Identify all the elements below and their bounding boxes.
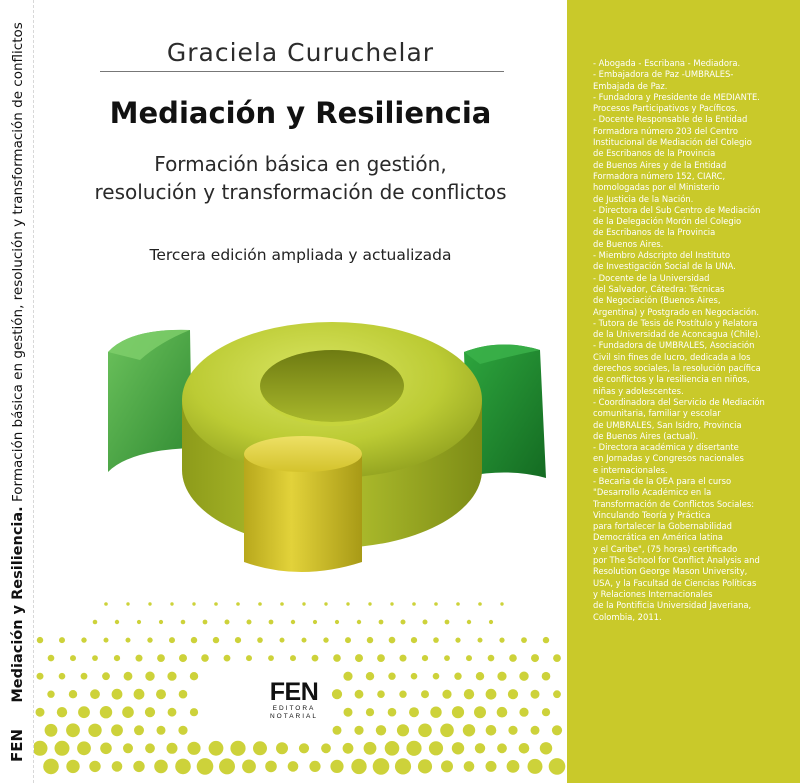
decor-dot	[34, 741, 48, 756]
decor-dot	[463, 724, 475, 736]
decor-dot	[478, 602, 482, 606]
decor-dot	[247, 620, 252, 625]
subtitle-line-1: Formación básica en gestión,	[154, 152, 447, 176]
decor-dot	[137, 620, 141, 624]
decor-dot	[343, 672, 352, 681]
decor-dot	[122, 706, 134, 718]
author-bio-list	[593, 58, 793, 623]
decor-dot	[258, 602, 262, 606]
bio-item: - Miembro Adscripto del Instituto de Investigación Social de la UNA.	[593, 250, 736, 272]
decor-dot	[70, 655, 76, 661]
decor-dot	[519, 708, 528, 717]
decor-dot	[531, 654, 539, 662]
decor-dot	[145, 672, 154, 681]
decor-dot	[464, 689, 474, 699]
decor-dot	[497, 707, 508, 718]
decor-dot	[373, 758, 390, 775]
decor-dot	[112, 761, 123, 772]
decor-dot	[366, 708, 374, 716]
logo-editora: EDITORA	[272, 705, 316, 712]
decor-dot	[246, 655, 252, 661]
decor-dot	[486, 761, 497, 772]
decor-dot	[236, 602, 240, 606]
decor-dot	[157, 654, 165, 662]
decor-dot	[433, 673, 440, 680]
decor-dot	[553, 690, 561, 698]
decor-dot	[430, 707, 441, 718]
decor-dot	[406, 741, 421, 756]
decor-dot	[55, 741, 70, 756]
decor-dot	[59, 673, 66, 680]
decor-dot	[148, 602, 151, 605]
decor-dot	[508, 726, 517, 735]
decor-dot	[66, 760, 79, 773]
decor-dot	[124, 672, 133, 681]
ring-blocks-illustration	[100, 300, 554, 600]
decor-dot	[178, 726, 187, 735]
decor-dot	[126, 602, 129, 605]
decor-dot	[145, 743, 155, 753]
decor-dot	[159, 620, 163, 624]
decor-dot	[433, 637, 439, 643]
decor-dot	[197, 758, 214, 775]
decor-dot	[93, 620, 98, 625]
decor-dot	[553, 654, 561, 662]
spine-publisher: FEN	[8, 728, 26, 762]
bio-item: - Abogada - Escribana - Mediadora.	[593, 58, 741, 68]
author-name: Graciela Curuchelar	[166, 38, 435, 67]
decor-dot	[89, 761, 100, 772]
decor-dot	[157, 726, 166, 735]
decor-dot	[145, 707, 155, 717]
decor-dot	[330, 760, 343, 773]
decor-dot	[346, 602, 349, 605]
decor-dot	[36, 708, 45, 717]
decor-dot	[357, 620, 361, 624]
decor-dot	[47, 691, 54, 698]
decor-dot	[401, 620, 406, 625]
decor-dot	[508, 689, 518, 699]
decor-dot	[90, 689, 100, 699]
decor-dot	[452, 742, 464, 754]
decor-dot	[147, 637, 152, 642]
decor-dot	[299, 743, 309, 753]
bio-item: - Directora del Sub Centro de Mediación de la Delegación Morón del Colegio de Escribanos de la Provincia de Buenos Aires.	[593, 204, 761, 249]
decor-dot	[377, 654, 385, 662]
decor-dot	[486, 689, 497, 700]
decor-dot	[476, 672, 484, 680]
decor-dot	[192, 602, 195, 605]
decor-dot	[225, 620, 230, 625]
decor-dot	[368, 602, 371, 605]
spine-subtitle: Formación básica en gestión, resolución y transformación de conflictos	[10, 22, 26, 502]
decor-dot	[409, 707, 419, 717]
decor-dot	[179, 654, 187, 662]
bio-item: - Coordinadora del Servicio de Mediación comunitaria, familiar y escolar de UMBRALES, San Isidro, Provincia de Buenos Aires (actual).	[593, 396, 765, 441]
decor-dot	[475, 743, 485, 753]
decor-dot	[507, 760, 520, 773]
decor-dot	[302, 638, 307, 643]
decor-dot	[268, 655, 274, 661]
decor-dot	[201, 654, 209, 662]
decor-dot	[528, 759, 543, 774]
decor-dot	[209, 741, 224, 756]
decor-dot	[542, 708, 550, 716]
decor-dot	[187, 742, 200, 755]
decor-dot	[181, 620, 186, 625]
decor-dot	[203, 620, 208, 625]
decor-dot	[440, 724, 454, 738]
decor-dot	[43, 759, 59, 775]
decor-dot	[179, 690, 188, 699]
subtitle-line-2: resolución y transformación de conflictos	[94, 180, 507, 204]
decor-dot	[455, 638, 460, 643]
front-cover	[34, 0, 567, 783]
left-block	[108, 330, 192, 472]
decor-dot	[123, 743, 133, 753]
decor-dot	[540, 742, 552, 754]
decor-dot	[345, 637, 351, 643]
decor-dot	[500, 602, 503, 605]
decor-dot	[418, 724, 432, 738]
decor-dot	[126, 638, 131, 643]
book-subtitle	[44, 150, 557, 206]
decor-dot	[100, 706, 112, 718]
decor-dot	[400, 655, 407, 662]
decor-dot	[257, 637, 263, 643]
book-spine	[0, 0, 35, 783]
decor-dot	[269, 620, 274, 625]
decor-dot	[134, 689, 145, 700]
decor-dot	[366, 672, 374, 680]
decor-dot	[421, 690, 429, 698]
decor-dot	[389, 637, 396, 644]
decor-dot	[379, 620, 384, 625]
book-title: Mediación y Resiliencia	[109, 96, 492, 130]
decor-dot	[104, 638, 109, 643]
decor-dot	[114, 655, 120, 661]
decor-dot	[78, 706, 90, 718]
decor-dot	[59, 637, 65, 643]
decor-dot	[377, 690, 385, 698]
decor-dot	[333, 654, 341, 662]
decor-dot	[497, 743, 507, 753]
decor-dot	[81, 637, 86, 642]
decor-dot	[37, 673, 44, 680]
decor-dot	[466, 655, 472, 661]
bio-item: - Docente de la Universidad del Salvador, Cátedra: Técnicas de Negociación (Buenos Aires, Argentina) y Postgrado en Negociación.	[593, 272, 759, 317]
decor-dot	[445, 620, 450, 625]
decor-dot	[429, 741, 443, 755]
decor-dot	[333, 726, 342, 735]
decor-dot	[454, 673, 461, 680]
decor-dot	[509, 654, 517, 662]
bio-item: - Directora académica y disertante en Jornadas y Congresos nacionales e internacionales.	[593, 442, 744, 475]
decor-dot	[154, 760, 168, 774]
decor-dot	[190, 708, 198, 716]
decor-dot	[355, 654, 363, 662]
decor-dot	[323, 637, 328, 642]
decor-dot	[168, 708, 177, 717]
decor-dot	[335, 620, 339, 624]
decor-dot	[190, 672, 198, 680]
back-flap	[567, 0, 800, 783]
decor-dot	[169, 637, 175, 643]
publisher-logo	[244, 680, 344, 721]
decor-dot	[230, 741, 245, 756]
decor-dot	[170, 602, 173, 605]
decor-dot	[253, 741, 267, 755]
decor-dot	[388, 673, 395, 680]
decor-dot	[519, 672, 528, 681]
decor-dot	[399, 691, 406, 698]
decor-dot	[412, 602, 416, 606]
decor-dot	[519, 743, 530, 754]
front-block	[244, 436, 362, 572]
decor-dot	[385, 741, 400, 756]
decor-dot	[521, 637, 527, 643]
decor-dot	[422, 655, 428, 661]
decor-dot	[134, 725, 144, 735]
decor-dot	[102, 672, 110, 680]
spine-text	[5, 22, 29, 762]
decor-dot	[543, 637, 549, 643]
decor-dot	[367, 637, 373, 643]
decor-dot	[115, 620, 119, 624]
decor-dot	[57, 707, 67, 717]
decor-dot	[88, 724, 101, 737]
logo-fen: FEN	[269, 678, 319, 706]
decor-dot	[552, 725, 562, 735]
decor-dot	[474, 706, 486, 718]
decor-dot	[549, 758, 566, 775]
decor-dot	[343, 743, 354, 754]
decor-dot	[104, 602, 108, 606]
bio-item: - Fundadora de UMBRALES, Asociación Civil sin fines de lucro, dedicada a los derechos sociales, la resolución pacífica de conflictos y la resiliencia en niños, niñas y adolescentes.	[593, 340, 761, 396]
decor-dot	[364, 742, 377, 755]
decor-dot	[191, 637, 197, 643]
decor-dot	[478, 638, 483, 643]
decor-dot	[290, 655, 296, 661]
decor-dot	[235, 637, 241, 643]
bio-item: - Becaria de la OEA para el curso "Desarrollo Académico en la Transformación de Conflictos Sociales: Vinculando Teoría y Práctica para fortalecer la Gobernabilidad Democrática en América latina y el Caribe", (75 horas) certificado por The School for Conflict Analysis and Resolution George Mason University, USA, y la Facultad de Ciencias Políticas y Relaciones Internacionales de la Pontificia Universidad Javeriana, Colombia, 2011.	[593, 475, 760, 622]
decor-dot	[423, 620, 428, 625]
decor-dot	[214, 602, 218, 606]
decor-dot	[213, 637, 219, 643]
decor-dot	[344, 708, 353, 717]
decor-dot	[531, 690, 540, 699]
decor-dot	[397, 724, 409, 736]
decor-dot	[441, 760, 453, 772]
decor-dot	[499, 638, 504, 643]
decor-dot	[175, 759, 191, 775]
decor-dot	[464, 761, 475, 772]
decor-dot	[48, 655, 55, 662]
decor-dot	[302, 602, 305, 605]
bio-item: - Tutora de Tesis de Postítulo y Relatora de la Universidad de Aconcagua (Chile).	[593, 317, 761, 340]
decor-dot	[45, 724, 58, 737]
decor-dot	[133, 761, 144, 772]
bio-item: - Embajadora de Paz -UMBRALES- Embajada de Paz.	[593, 69, 734, 91]
decor-dot	[324, 602, 327, 605]
decor-dot	[313, 620, 317, 624]
decor-dot	[411, 673, 418, 680]
decor-dot	[69, 690, 77, 698]
decor-dot	[66, 723, 80, 737]
decor-dot	[224, 655, 231, 662]
decor-dot	[376, 725, 386, 735]
decor-dot	[418, 759, 432, 773]
decor-dot	[136, 655, 143, 662]
decor-dot	[167, 743, 178, 754]
decor-dot	[388, 708, 397, 717]
decor-dot	[291, 620, 295, 624]
decor-dot	[100, 743, 112, 755]
decor-dot	[77, 741, 91, 755]
decor-dot	[312, 655, 319, 662]
decor-dot	[321, 743, 331, 753]
decor-dot	[411, 637, 417, 643]
decor-dot	[265, 761, 277, 773]
edition-note: Tercera edición ampliada y actualizada	[149, 246, 452, 264]
bio-item: - Fundadora y Presidente de MEDIANTE. Procesos Participativos y Pacíficos.	[593, 91, 760, 114]
decor-dot	[167, 672, 176, 681]
decor-dot	[112, 689, 123, 700]
decor-dot	[355, 690, 364, 699]
decor-dot	[288, 761, 299, 772]
decor-dot	[488, 655, 495, 662]
decor-dot	[390, 602, 393, 605]
decor-dot	[542, 672, 551, 681]
decor-dot	[434, 602, 438, 606]
logo-notarial: NOTARIAL	[269, 713, 319, 720]
bio-item: - Docente Responsable de la Entidad Formadora número 203 del Centro Institucional de Mediación del Colegio de Escribanos de la Provincia de Buenos Aires y de la Entidad Formadora número 152, CIARC, homologadas por el Ministerio de Justicia de la Nación.	[593, 114, 752, 204]
decor-dot	[156, 689, 166, 699]
decor-dot	[309, 761, 320, 772]
spine-title: Mediación y Resiliencia.	[10, 506, 26, 703]
author-divider	[100, 71, 504, 72]
decor-dot	[395, 758, 411, 774]
decor-dot	[81, 673, 88, 680]
decor-dot	[242, 760, 256, 774]
decor-dot	[280, 638, 285, 643]
decor-dot	[486, 725, 497, 736]
decor-dot	[276, 742, 288, 754]
decor-dot	[37, 637, 43, 643]
decor-dot	[452, 706, 464, 718]
decor-dot	[497, 672, 506, 681]
decor-dot	[92, 655, 98, 661]
decor-dot	[456, 602, 460, 606]
decor-dot	[444, 655, 450, 661]
decor-dot	[111, 724, 123, 736]
decor-dot	[467, 620, 471, 624]
decor-dot	[219, 758, 235, 774]
decor-dot	[531, 726, 540, 735]
decor-dot	[489, 620, 493, 624]
decor-dot	[354, 726, 363, 735]
decor-dot	[280, 602, 284, 606]
decor-dot	[351, 759, 366, 774]
decor-dot	[442, 690, 451, 699]
